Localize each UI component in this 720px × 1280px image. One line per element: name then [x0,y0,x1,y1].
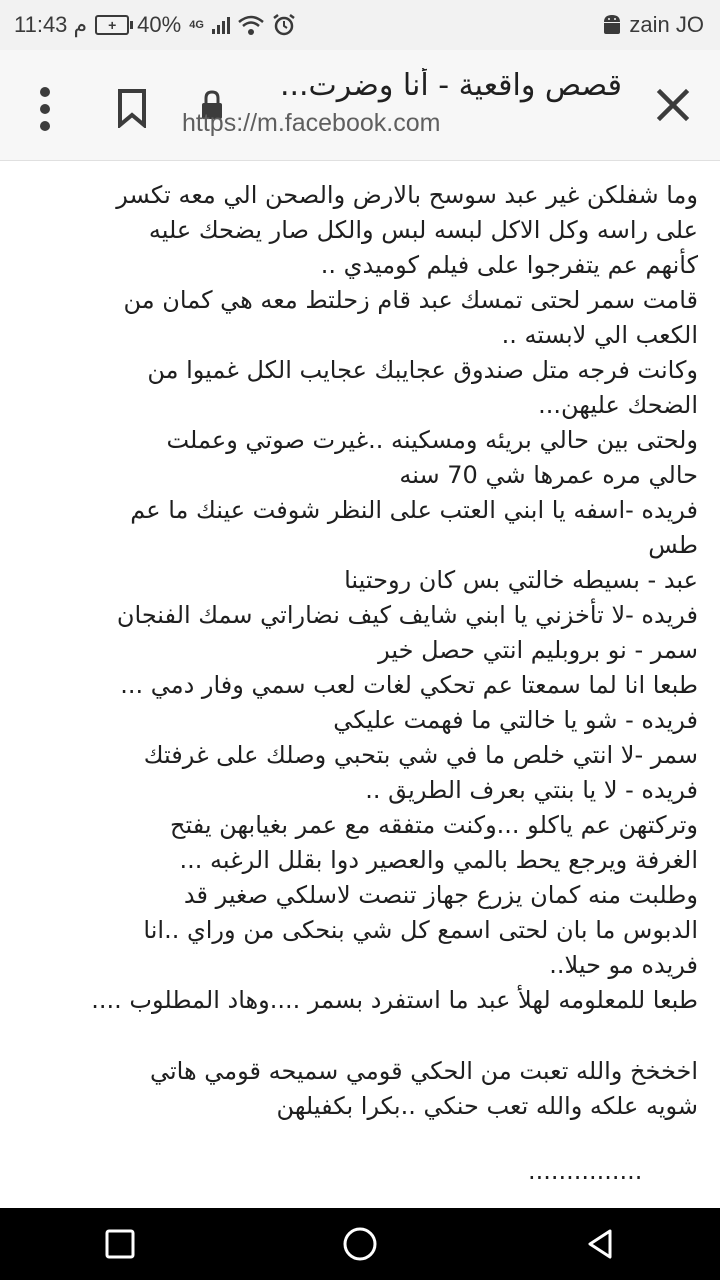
text-line: الدبوس ما بان لحتى اسمع كل شي بنحكى من وراي ..انا [143,916,698,944]
status-right [601,12,720,38]
signal-icon [212,16,230,34]
network-type: 4G [189,19,204,31]
trailing-dots: ............... [528,1157,643,1185]
browser-header [0,50,720,161]
text-line: شويه علكه والله تعب حنكي ..بكرا بكفيلهن [276,1092,698,1120]
text-line: ولحتى بين حالي بريئه ومسكينه ..غيرت صوتي وعملت [166,426,698,454]
page-url: https://m.facebook.com [182,109,441,137]
text-line: سمر - نو بروبليم انتي حصل خير [378,636,698,664]
more-vert-icon[interactable] [38,86,52,132]
page-title: قصص واقعية - أنا وضرت... [279,68,622,103]
title-block[interactable] [182,68,622,138]
android-icon [601,13,623,37]
paragraph-gap [22,1018,698,1054]
clipped-line [22,160,698,178]
navigation-bar [0,1208,720,1280]
text-line: الضحك عليهن... [538,391,698,419]
recents-button[interactable] [90,1214,150,1274]
back-button[interactable] [570,1214,630,1274]
home-icon [342,1226,378,1262]
text-line: اخخخخ والله تعبت من الحكي قومي سميحه قومي هاتي [149,1057,698,1085]
text-line: طبعا للمعلومه لهلأ عبد ما استفرد بسمر ....وهاد المطلوب .... [91,986,698,1014]
text-line: على راسه وكل الاكل لبسه لبس والكل صار يضحك عليه [148,216,698,244]
battery-icon: + [95,15,129,35]
text-line: الكعب الي لابسته .. [501,321,698,349]
close-icon[interactable] [648,80,698,130]
battery-level: 40% [137,12,182,37]
text-line: فريده - لا يا بنتي بعرف الطريق .. [365,776,698,804]
text-line: فريده -لا تأخزني يا ابني شايف كيف نضاراتي سمك الفنجان [116,601,698,629]
text-line: كأنهم عم يتفرجوا على فيلم كوميدي .. [320,251,698,279]
bookmark-icon[interactable] [116,88,148,128]
status-bar [0,0,720,50]
text-line: عبد - بسيطه خالتي بس كان روحتينا [344,566,698,594]
home-button[interactable] [330,1214,390,1274]
text-line: فريده مو حيلا.. [549,951,698,979]
article-body [22,160,698,1206]
clock: 11:43 م [14,12,88,37]
recents-icon [105,1229,135,1259]
text-line: وما شفلكن غير عبد سوسح بالارض والصحن الي معه تكسر [116,181,698,209]
text-line: وكانت فرجه متل صندوق عجايبك عجايب الكل غميوا من [147,356,698,384]
alarm-icon [272,13,296,37]
wifi-icon [238,14,264,36]
text-line: وتركتهن عم ياكلو ...وكنت متفقه مع عمر بغيابهن يفتح [170,811,698,839]
carrier-name: zain JO [629,12,704,37]
text-line: الغرفة ويرجع يحط بالمي والعصير دوا بقلل الرغبه ... [179,846,698,874]
text-line: قامت سمر لحتى تمسك عبد قام زحلتط معه هي كمان من [123,286,698,314]
back-icon [584,1228,616,1260]
text-line: حالي مره عمرها شي 70 سنه [399,461,698,489]
text-line: فريده -اسفه يا ابني العتب على النظر شوفت عينك ما عم [130,496,698,524]
text-line: طس [648,531,698,559]
status-left [0,12,296,38]
text-line: وطلبت منه كمان يزرع جهاز تنصت لاسلكي صغير قد [183,881,698,909]
text-line: سمر -لا انتي خلص ما في شي بتحبي وصلك على غرفتك [143,741,698,769]
text-line: طبعا انا لما سمعتا عم تحكي لغات لعب سمي وفار دمي ... [120,671,698,699]
text-line: فريده - شو يا خالتي ما فهمت عليكي [333,706,698,734]
